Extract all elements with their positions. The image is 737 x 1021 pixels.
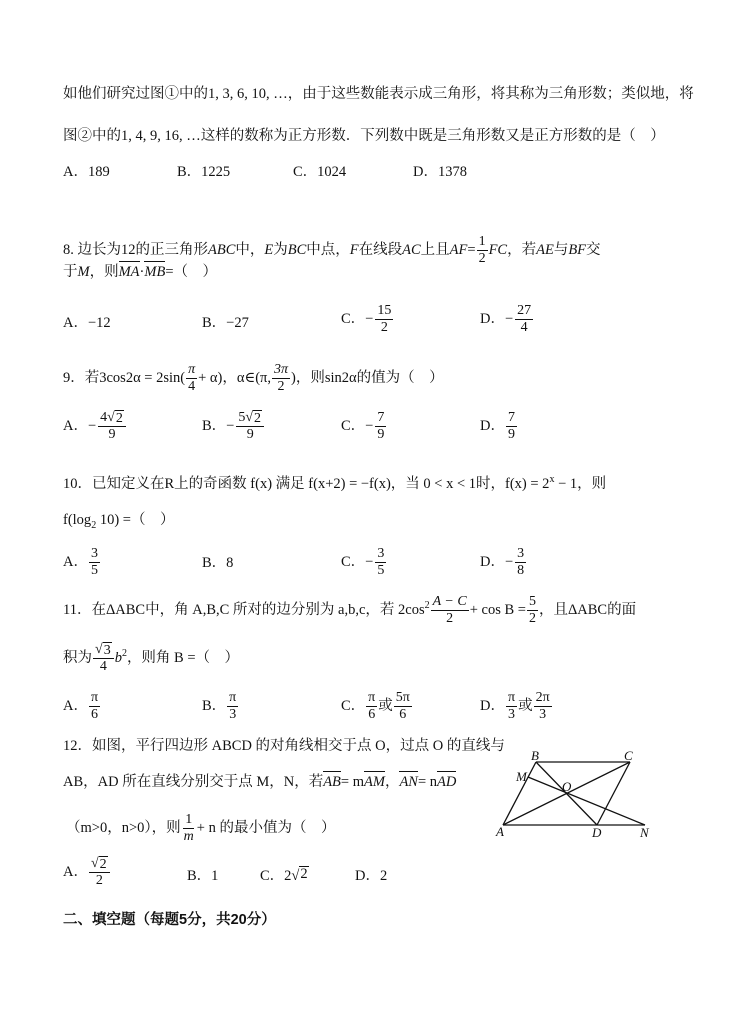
q9-option-b: B．− 5√ 2 9 bbox=[202, 410, 265, 443]
q11-option-b: B． $\frac{\pi}{3}$ bbox=[202, 690, 237, 722]
q8-option-c: C．− $\frac{15}{2}$ bbox=[341, 303, 392, 335]
q11-option-a: A． $\frac{\pi}{6}$ bbox=[63, 690, 99, 722]
q10-option-d: D．− $\frac{3}{8}$ bbox=[480, 546, 525, 578]
q11-option-c: C． $\frac{\pi}{6}$ 或 $\frac{5\pi}{6}$ bbox=[341, 690, 410, 722]
q12-text-line3: （m>0，n>0），则 $\frac{1}{m}$ + n 的最小值为（ ） bbox=[66, 812, 336, 844]
label-o: O bbox=[562, 779, 572, 794]
q9-option-d: D． $\frac{7}{9}$ bbox=[480, 410, 515, 442]
q11-option-d: D． $\frac{\pi}{3}$ 或 $\frac{2\pi}{3}$ bbox=[480, 690, 550, 722]
vector-ab: AB bbox=[323, 774, 341, 790]
label-m: M bbox=[516, 769, 527, 784]
q12-option-d: D．2 bbox=[355, 868, 388, 884]
q7-option-d: D．1378 bbox=[413, 164, 467, 180]
q7-text-line2: 图②中的1, 4, 9, 16, …这样的数称为正方形数．下列数中既是三角形数又是正方形数的是（ ） bbox=[63, 128, 665, 144]
label-b: B bbox=[531, 750, 539, 763]
q7-option-b: B．1225 bbox=[177, 164, 231, 180]
q8-fraction: $\frac{1}{2}$ bbox=[478, 234, 486, 266]
label-a: A bbox=[496, 824, 504, 839]
q8-text-line2: 于M，则MA·MB=（ ） bbox=[63, 264, 217, 280]
q9-text: 9．若3cos2α = 2sin( $\frac{\pi}{4}$ + α)，α∈(π, $\frac{3\pi}{2}$ )，则sin2α的值为（ ） bbox=[63, 362, 444, 394]
q8-option-d: D．− $\frac{27}{4}$ bbox=[480, 303, 532, 335]
segment-cd bbox=[597, 762, 630, 825]
parallelogram-diagram bbox=[493, 750, 663, 840]
vector-ad: AD bbox=[437, 774, 457, 790]
q9-option-c: C．− $\frac{7}{9}$ bbox=[341, 410, 385, 442]
q7-option-c: C．1024 bbox=[293, 164, 347, 180]
q12-text-line2: AB，AD 所在直线分别交于点 M，N，若AB= mAM，AN= nAD bbox=[63, 774, 457, 790]
q10-option-b: B．8 bbox=[202, 555, 234, 571]
q12-option-a: A． √ 2 2 bbox=[63, 856, 111, 889]
section-2-title: 二、填空题（每题5分，共20分） bbox=[63, 912, 276, 928]
q10-text-line1: 10．已知定义在R上的奇函数 f(x) 满足 f(x+2) = −f(x)，当 0 < x < 1时，$f(x) = 2^x - 1$，则 bbox=[63, 474, 607, 492]
q11-text-line1: 11．在ΔABC中，角 A,B,C 所对的边分别为 a,b,c，若 $2\cos^2$ $\frac{A - C}{2}$ + cos B = $\frac{5}{2}$ ，且ΔABC的面 bbox=[63, 594, 637, 626]
q8-option-b: B．−27 bbox=[202, 315, 249, 331]
label-n: N bbox=[640, 825, 649, 840]
q7-text-line1: 如他们研究过图①中的1, 3, 6, 10, …，由于这些数能表示成三角形，将其称为三角形数；类似地，将 bbox=[63, 86, 694, 102]
q11-text-line2: 积为 √ 3 4 $b^2$，则角 B =（ ） bbox=[63, 642, 240, 674]
q10-option-c: C．− $\frac{3}{5}$ bbox=[341, 546, 385, 578]
q8-option-a: A．−12 bbox=[63, 315, 111, 331]
q12-option-c: C．2√ 2 bbox=[260, 866, 308, 884]
vector-mb: MB bbox=[144, 264, 166, 280]
q10-option-a: A． $\frac{3}{5}$ bbox=[63, 546, 98, 578]
q7-option-a: A．189 bbox=[63, 164, 110, 180]
q8-text-line1: 8. 边长为12的正三角形ABC中，E为BC中点，F在线段AC上且AF= $\frac{1}{2}$ FC，若AE与BF交 bbox=[63, 234, 601, 266]
q10-text-line2: $f(\log_2$ 10) =（ ） bbox=[63, 512, 175, 531]
label-c: C bbox=[624, 750, 633, 763]
vector-am: AM bbox=[364, 774, 385, 790]
q12-text-line1: 12．如图，平行四边形 ABCD 的对角线相交于点 O，过点 O 的直线与 bbox=[63, 738, 505, 754]
label-d: D bbox=[592, 825, 602, 840]
q12-option-b: B．1 bbox=[187, 868, 219, 884]
vector-an: AN bbox=[399, 774, 418, 790]
vector-ma: MA bbox=[118, 264, 140, 280]
q9-option-a: A．− 4√ 2 9 bbox=[63, 410, 127, 443]
